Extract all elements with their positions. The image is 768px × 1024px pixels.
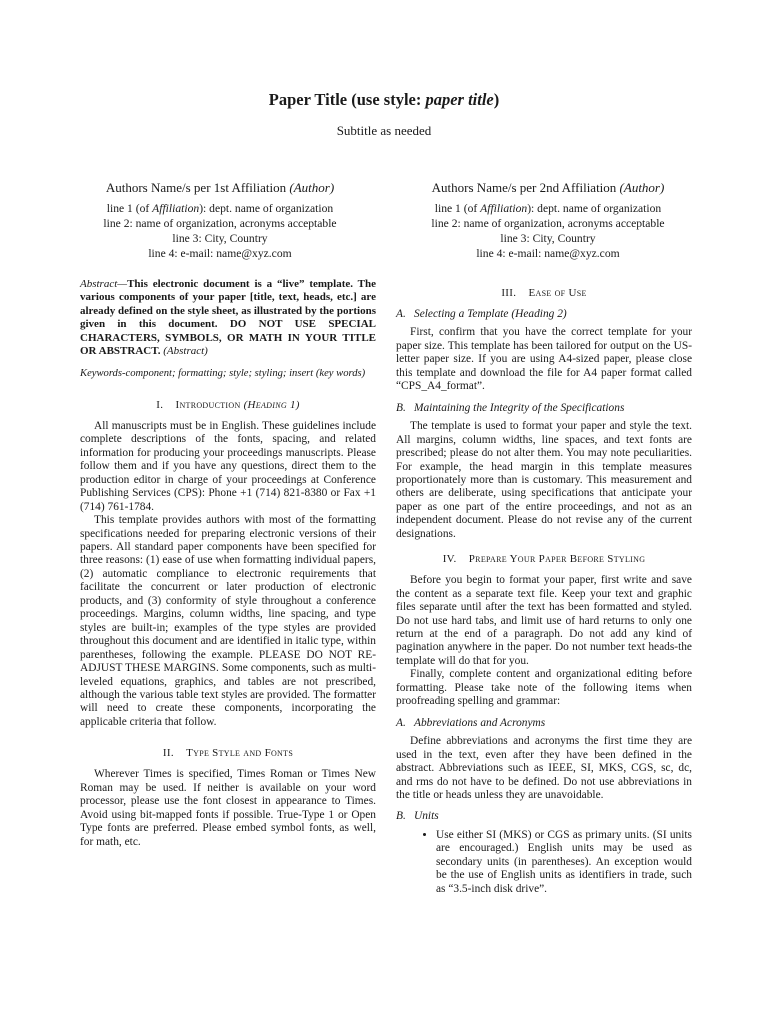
author-line-1-italic: Affiliation bbox=[480, 201, 528, 215]
subsection-heading bbox=[396, 717, 692, 730]
keywords: Keywords-component; formatting; style; styling; insert (key words) bbox=[80, 368, 366, 380]
author-line-2: line 2: name of organization, acronyms acceptable bbox=[431, 216, 665, 230]
subsection-letter: A. bbox=[396, 716, 406, 729]
author-name bbox=[70, 180, 370, 197]
subsection-heading bbox=[396, 810, 692, 823]
section-title: Type Style and Fonts bbox=[186, 747, 294, 760]
units-list bbox=[396, 829, 692, 896]
paragraph: Wherever Times is specified, Times Roman or Times New Roman may be used. If neither is available on your word processor, please use the font closest in appearance to Times. Avoid using bit-mapped fonts if possible. True-Type 1 or Open Type fonts are preferred. Please embed symbol fonts, as well, for math, etc. bbox=[80, 768, 376, 848]
section-heading-introduction bbox=[80, 399, 376, 412]
paragraph: The template is used to format your paper and style the text. All margins, column widths, line spaces, and text fonts are prescribed; please do not alter them. You may note peculiarities. For example, the head margin in this template measures proportionately more than is customary. This measurement and others are deliberate, using specifications that anticipate your paper as one part of the entire proceedings, and not as an independent document. Please do not revise any of the current designations. bbox=[396, 420, 692, 540]
author-line-1-post: ): dept. name of organization bbox=[199, 201, 334, 215]
paragraph: Finally, complete content and organizational editing before formatting. Please take note of the following items when proofreading spelling and grammar: bbox=[396, 668, 692, 708]
author-line-1 bbox=[70, 201, 370, 216]
paper-title-text: Paper Title (use style: bbox=[268, 90, 426, 109]
author-line-1 bbox=[398, 201, 698, 216]
author-line-2: line 2: name of organization, acronyms acceptable bbox=[103, 216, 337, 230]
subsection-title: Units bbox=[414, 810, 439, 823]
paragraph: Before you begin to format your paper, first write and save the content as a separate text file. Keep your text and graphic files separate until after the text has been formatted and styled. Do not use hard tabs, and limit use of hard returns to only one return at the end of a paragraph. Do not add any kind of pagination anywhere in the paper. Do not number text heads-the template will do that for you. bbox=[396, 574, 692, 667]
paragraph: Define abbreviations and acronyms the first time they are used in the text, even after they have been defined in the abstract. Abbreviations such as IEEE, SI, MKS, CGS, sc, dc, and rms do not have to be defined. Do not use abbreviations in the title or heads unless they are unavoidable. bbox=[396, 735, 692, 801]
paper-title bbox=[0, 90, 768, 109]
paper-subtitle: Subtitle as needed bbox=[336, 123, 432, 139]
paragraph: First, confirm that you have the correct template for your paper size. This template has been tailored for output on the US-letter paper size. If you are using A4-sized paper, please close this template and download the file for A4 paper format called “CPS_A4_format”. bbox=[396, 326, 692, 393]
author-role: (Author) bbox=[619, 180, 665, 195]
subsection-title: Maintaining the Integrity of the Specifications bbox=[414, 401, 625, 414]
abstract-tail: (Abstract) bbox=[160, 345, 208, 358]
subsection-letter: A. bbox=[396, 307, 406, 320]
author-role: (Author) bbox=[289, 180, 335, 195]
section-style-note: (Heading 1) bbox=[240, 398, 300, 411]
section-title: Prepare Your Paper Before Styling bbox=[468, 553, 646, 566]
author-line-4: line 4: e-mail: name@xyz.com bbox=[148, 247, 292, 261]
paper-title-style: paper title bbox=[425, 90, 494, 109]
author-line-3: line 3: City, Country bbox=[500, 232, 596, 246]
author-line-1-italic: Affiliation bbox=[152, 201, 200, 215]
subsection-heading bbox=[396, 402, 692, 415]
author-name bbox=[398, 180, 698, 197]
section-title: Introduction bbox=[175, 398, 241, 411]
paragraph: This template provides authors with most of the formatting specifications needed for preparing electronic versions of their papers. All standard paper components have been specified for three reasons: (1) ease of use when formatting individual papers, (2) automatic compliance to electronic requirements that facilitate the concurrent or later production of electronic products, and (3) conformity of style throughout a conference proceedings. Margins, column widths, line spacing, and type styles are built-in; examples of the type styles are provided throughout this document and are identified in italic type, within parentheses, following the example. PLEASE DO NOT RE-ADJUST THESE MARGINS. Some components, such as multi-leveled equations, graphics, and tables are not prescribed, although the various table text styles are provided. The formatter will need to create these components, incorporating the applicable criteria that follow. bbox=[80, 514, 376, 728]
author-block-1 bbox=[70, 180, 370, 261]
author-line-1-pre: line 1 (of bbox=[434, 201, 481, 215]
section-number: IV. bbox=[442, 553, 457, 566]
abstract-lead: Abstract— bbox=[80, 278, 128, 290]
author-line-1-post: ): dept. name of organization bbox=[527, 201, 662, 215]
subsection-letter: B. bbox=[396, 401, 406, 414]
subsection-title: Selecting a Template (Heading 2) bbox=[414, 307, 567, 320]
subsection-letter: B. bbox=[396, 810, 406, 823]
section-heading-ease-of-use bbox=[396, 287, 692, 300]
section-heading-prepare bbox=[396, 553, 692, 566]
section-title: Ease of Use bbox=[528, 287, 587, 299]
right-column bbox=[396, 287, 692, 896]
abstract bbox=[80, 278, 376, 358]
section-number: III. bbox=[501, 287, 517, 299]
author-line-3: line 3: City, Country bbox=[172, 232, 268, 246]
left-column bbox=[80, 278, 376, 849]
section-number: II. bbox=[162, 747, 174, 760]
paragraph: All manuscripts must be in English. These guidelines include complete descriptions of the fonts, spacing, and related information for producing your proceedings manuscripts. Please follow them and if you have any questions, direct them to the production editor in charge of your proceedings at Conference Publishing Services (CPS): Phone +1 (714) 821-8380 or Fax +1 (714) 761-1784. bbox=[80, 419, 376, 513]
abstract-body: This electronic document is a “live” template. The various components of your paper [title, text, heads, etc.] are already defined on the style sheet, as illustrated by the portions given in this document. DO NOT USE SPECIAL CHARACTERS, SYMBOLS, OR MATH IN YOUR TITLE OR ABSTRACT. bbox=[80, 278, 376, 358]
section-number: I. bbox=[156, 398, 164, 411]
author-name-text: Authors Name/s per 2nd Affiliation bbox=[431, 180, 620, 195]
subsection-heading bbox=[396, 308, 692, 321]
list-item: • Use either SI (MKS) or CGS as primary units. (SI units are encouraged.) English units may be used as secondary units (in parentheses). An exception would be the use of English units as identifiers in trade, such as “3.5-inch disk drive”. bbox=[436, 829, 692, 896]
subsection-title: Abbreviations and Acronyms bbox=[414, 716, 546, 729]
author-block-2 bbox=[398, 180, 698, 261]
paper-title-close: ) bbox=[493, 90, 500, 109]
author-name-text: Authors Name/s per 1st Affiliation bbox=[105, 180, 290, 195]
title-block bbox=[0, 90, 768, 139]
author-line-4: line 4: e-mail: name@xyz.com bbox=[476, 247, 620, 261]
author-line-1-pre: line 1 (of bbox=[106, 201, 153, 215]
section-heading-type-style bbox=[80, 747, 376, 760]
